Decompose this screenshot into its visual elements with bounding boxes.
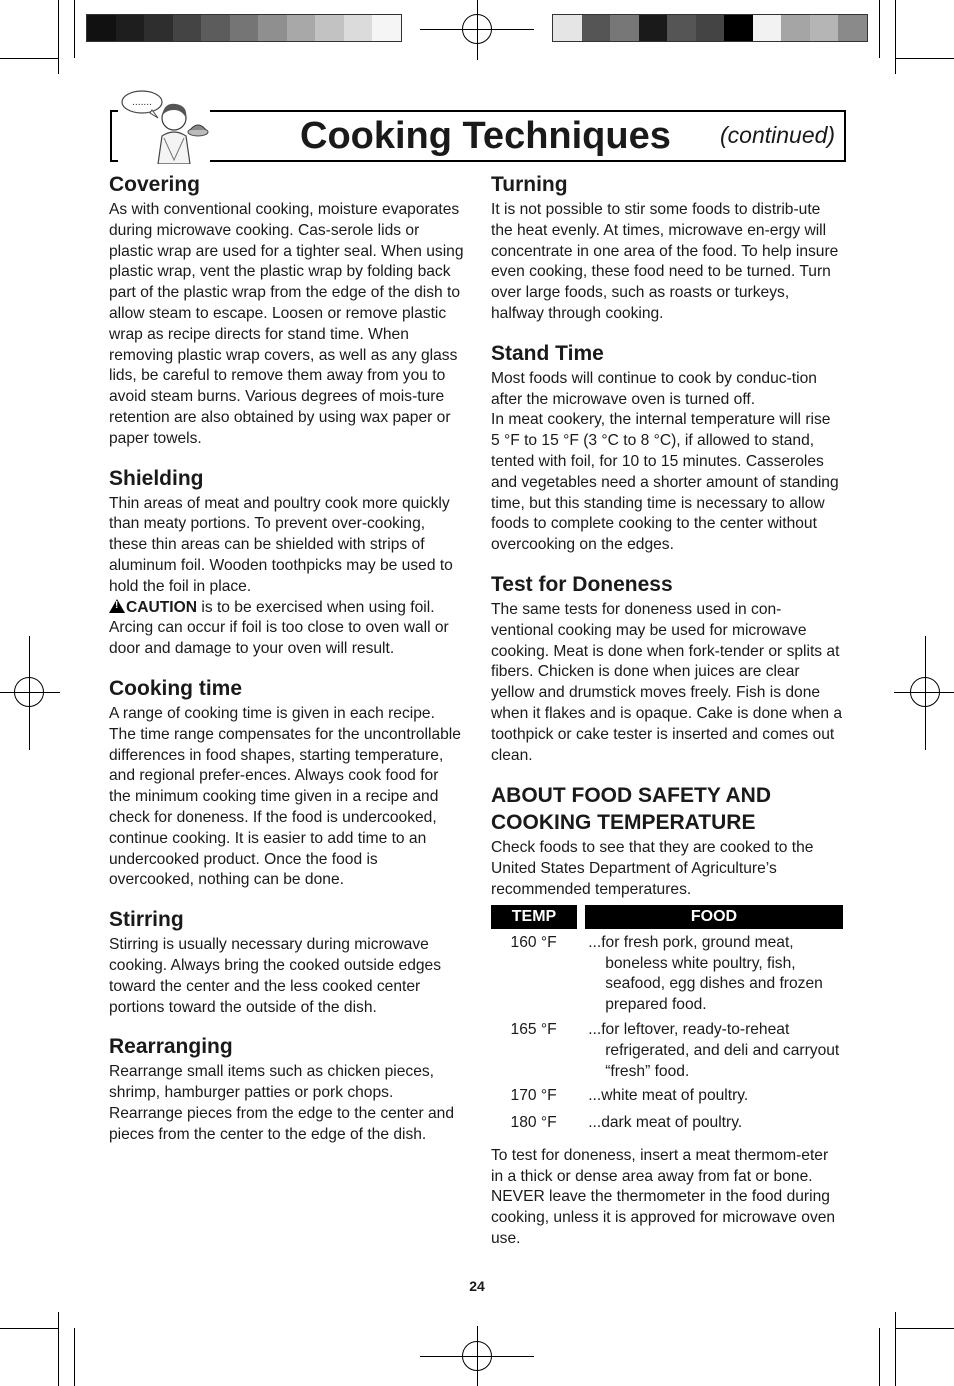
temp-cell: 165 °F xyxy=(510,1020,557,1038)
caution-label: CAUTION xyxy=(126,598,198,616)
color-swatch xyxy=(87,15,116,41)
color-swatch xyxy=(696,15,725,41)
section-doneness xyxy=(491,572,843,766)
heading-doneness: Test for Doneness xyxy=(491,572,673,596)
heading-stand-time: Stand Time xyxy=(491,341,604,365)
section-shielding xyxy=(109,466,464,660)
text-food-safety-intro: Check foods to see that they are cooked to the United States Department of Agriculture’s recommended temperatures. xyxy=(491,839,814,898)
heading-cooking-time: Cooking time xyxy=(109,676,243,700)
color-swatch xyxy=(230,15,259,41)
color-swatch xyxy=(344,15,373,41)
text-rearranging: Rearrange small items such as chicken pieces, shrimp, hamburger patties or pork chops. Rearrange pieces from the edge to the center and pieces from the center to the edge of the dish. xyxy=(109,1063,455,1143)
section-rearranging xyxy=(109,1034,464,1145)
color-swatch xyxy=(201,15,230,41)
text-caution xyxy=(109,598,464,660)
heading-rearranging: Rearranging xyxy=(109,1035,233,1059)
text-turning: It is not possible to stir some foods to distrib-ute the heat evenly. At times, microwave en-ergy will concentrate in one area of the food. To help insure even cooking, these food need to be turned. Turn over large foods, such as roasts or turkeys, halfway through cooking. xyxy=(491,201,839,322)
svg-text:.......: ....... xyxy=(131,98,153,108)
table-row xyxy=(491,1020,843,1082)
color-swatch xyxy=(610,15,639,41)
color-swatch xyxy=(667,15,696,41)
color-swatch xyxy=(753,15,782,41)
color-bar-right xyxy=(552,14,868,42)
color-swatch xyxy=(144,15,173,41)
chef-illustration xyxy=(118,88,210,164)
food-cell: ...for leftover, ready-to-reheat refrigerated, and deli and carryout “fresh” food. xyxy=(588,1020,840,1080)
section-turning xyxy=(491,172,843,325)
caution-text: is to be exercised when using foil. Arcing can occur if foil is too close to oven wall or door and damage to your oven will result. xyxy=(109,598,449,658)
text-doneness: The same tests for doneness used in con-ventional cooking may be used for microwave cooking. Meat is done when fork-tender or splits at fibers. Chicken is done when juices are clear yellow and drumstick moves freely. Fish is done when it flakes and is opaque. Cake is done when a toothpick or cake tester is inserted and comes out clean. xyxy=(491,600,843,764)
color-swatch xyxy=(838,15,867,41)
temp-cell: 180 °F xyxy=(510,1114,557,1132)
color-swatch xyxy=(781,15,810,41)
food-cell: ...for fresh pork, ground meat, boneless white poultry, fish, seafood, egg dishes and frozen prepared food. xyxy=(588,933,823,1014)
text-food-safety-outro: To test for doneness, insert a meat thermom-eter in a thick or dense area away from fat or bone. NEVER leave the thermometer in the food during cooking, unless it is approved for microwave oven use. xyxy=(491,1146,836,1248)
heading-shielding: Shielding xyxy=(109,466,204,490)
section-stirring xyxy=(109,907,464,1018)
text-stirring: Stirring is usually necessary during microwave cooking. Always bring the cooked outside edges toward the center and the less cooked center portions toward the outside of the dish. xyxy=(109,936,442,1016)
color-swatch xyxy=(639,15,668,41)
section-stand-time xyxy=(491,341,843,556)
heading-food-safety-2: COOKING TEMPERATURE xyxy=(491,811,756,835)
heading-food-safety-1: ABOUT FOOD SAFETY AND xyxy=(491,784,772,808)
text-shielding xyxy=(109,494,464,598)
header-box-left-edge xyxy=(110,110,112,160)
temp-cell: 170 °F xyxy=(510,1087,557,1105)
color-swatch xyxy=(173,15,202,41)
color-swatch xyxy=(724,15,753,41)
table-row xyxy=(491,933,843,1016)
right-column xyxy=(491,172,843,1266)
column-header-food: FOOD xyxy=(585,905,843,929)
food-cell: ...white meat of poultry. xyxy=(588,1087,749,1105)
color-swatch xyxy=(258,15,287,41)
heading-stirring: Stirring xyxy=(109,908,184,932)
temperature-table xyxy=(491,905,843,1134)
heading-turning: Turning xyxy=(491,173,568,196)
text-shielding-body: Thin areas of meat and poultry cook more quickly than meaty portions. To prevent over-cooking, these thin areas can be shielded with strips of aluminum foil. Wooden toothpicks may be used to hold the foil in place. xyxy=(109,494,453,595)
text-stand-time-1: Most foods will continue to cook by conduc-tion after the microwave oven is turned off. xyxy=(491,369,817,408)
table-row xyxy=(491,1113,843,1134)
color-swatch xyxy=(372,15,401,41)
table-header xyxy=(491,905,843,929)
text-stand-time-2: In meat cookery, the internal temperature will rise 5 °F to 15 °F (3 °C to 8 °C), if allowed to stand, tented with foil, for 10 to 15 minutes. Casseroles and vegetables need a shorter amount of standing time, but this standing time is necessary to allow foods to complete cooking to the center without overcooking on the edges. xyxy=(491,411,839,554)
color-bar-left xyxy=(86,14,402,42)
page-subtitle: (continued) xyxy=(720,122,836,148)
color-swatch xyxy=(553,15,582,41)
page-number: 24 xyxy=(469,1278,485,1294)
left-column xyxy=(109,172,464,1161)
table-row xyxy=(491,1086,843,1107)
text-covering: As with conventional cooking, moisture evaporates during microwave cooking. Cas-serole lids or plastic wrap are used for a tighter seal. When using plastic wrap, vent the plastic wrap by folding back part of the plastic wrap from the edge of the dish to allow steam to escape. Loosen or remove plastic wrap as recipe directs for stand time. When removing plastic wrap covers, as well as any glass lids, be careful to remove them away from you to avoid steam burns. Various degrees of mois-ture retention are also obtained by using wax paper or paper towels. xyxy=(109,201,464,447)
section-cooking-time xyxy=(109,676,464,891)
heading-covering: Covering xyxy=(109,173,201,196)
color-swatch xyxy=(116,15,145,41)
color-swatch xyxy=(287,15,316,41)
temp-cell: 160 °F xyxy=(510,933,557,951)
color-swatch xyxy=(582,15,611,41)
food-cell: ...dark meat of poultry. xyxy=(588,1114,743,1132)
column-header-temp: TEMP xyxy=(491,905,577,929)
text-cooking-time: A range of cooking time is given in each recipe. The time range compensates for the uncontrollable differences in food shapes, starting temperature, and regional prefer-ences. Always cook food for the minimum cooking time given in a recipe and check for doneness. If the food is undercooked, continue cooking. It is easier to add time to an undercooked product. Once the food is overcooked, nothing can be done. xyxy=(109,704,461,889)
warning-icon xyxy=(109,599,125,613)
color-swatch xyxy=(810,15,839,41)
section-food-safety xyxy=(491,782,843,1250)
page-title: Cooking Techniques xyxy=(300,115,671,157)
section-covering xyxy=(109,172,464,450)
color-swatch xyxy=(315,15,344,41)
